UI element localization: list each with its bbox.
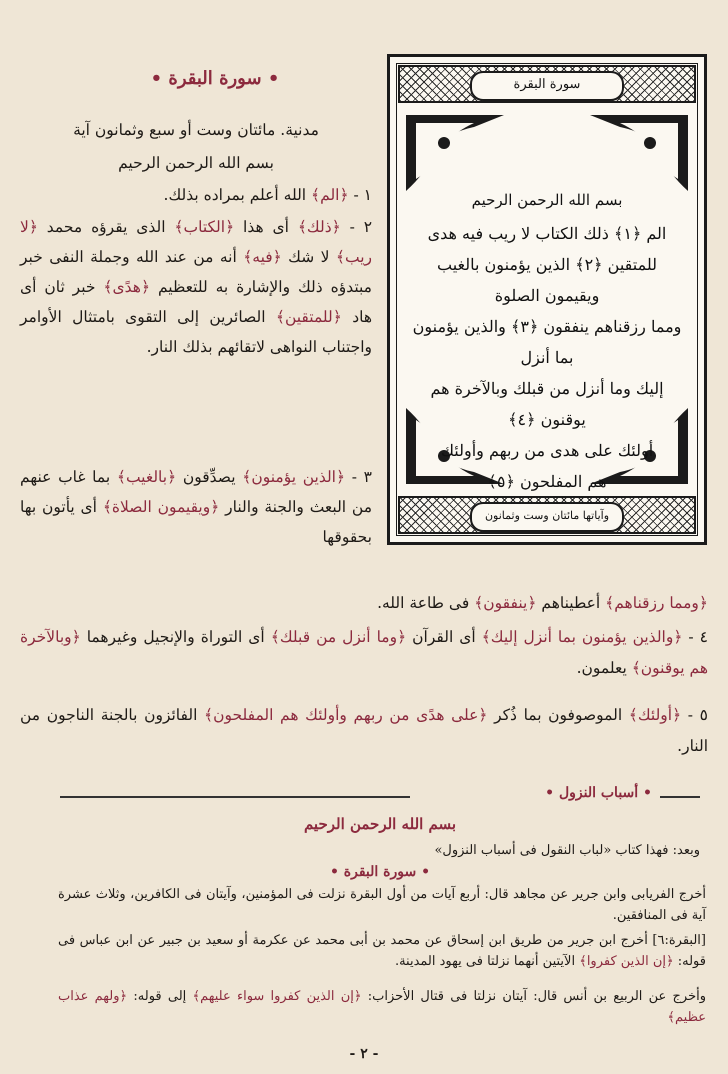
sura-title: • سورة البقرة • bbox=[150, 68, 280, 89]
divider bbox=[60, 796, 410, 798]
quran-quote: ﴿للمتقين﴾ bbox=[275, 308, 342, 326]
verse-5-explanation: ٥ - ﴿أولئك﴾ الموصوفون بما ذُكر ﴿على هدًى من ربهم وأولئك هم المفلحون﴾ الفائزون بالجنة الناجون من النار. bbox=[20, 706, 708, 755]
quran-quote: ﴿الم﴾ bbox=[311, 186, 349, 204]
corner-ornament-icon bbox=[586, 113, 690, 193]
asbab-paragraph: وأخرج عن الربيع بن أنس قال: آيتان نزلتا فى قتال الأحزاب: ﴿إن الذين كفروا سواء عليهم﴾ إلى قوله: ﴿ولهم عذاب عظيم﴾ bbox=[58, 989, 706, 1025]
quran-quote: ﴿ينفقون﴾ bbox=[474, 594, 537, 612]
frame-basmala: بسم الله الرحمن الرحيم bbox=[471, 191, 623, 209]
quran-quote: ﴿ولهم عذاب عظيم﴾ bbox=[58, 989, 706, 1025]
quran-quote: ﴿لا ريب﴾ bbox=[20, 218, 373, 266]
frame-footer-title: وآياتها مائتان وست وثمانون bbox=[470, 502, 624, 532]
verse-line: للمتقين ﴿٢﴾ الذين يؤمنون بالغيب ويقيمون الصلوة bbox=[437, 255, 657, 305]
quran-quote: ﴿ويقيمون الصلاة﴾ bbox=[102, 498, 220, 516]
frame-header-title: سورة البقرة bbox=[470, 71, 624, 101]
quran-quote: ﴿على هدًى من ربهم وأولئك هم المفلحون﴾ bbox=[204, 706, 488, 724]
corner-ornament-icon bbox=[404, 113, 508, 193]
quran-quote: ﴿وبالآخرة هم يوقنون﴾ bbox=[20, 628, 708, 677]
quran-quote: ﴿إن الذين كفروا﴾ bbox=[579, 954, 674, 969]
sura-intro: مدنية. مائتان وست أو سبع وثمانون آية bbox=[73, 121, 319, 139]
divider bbox=[660, 796, 700, 798]
quran-quote: ﴿إن الذين كفروا سواء عليهم﴾ bbox=[192, 989, 362, 1004]
quran-quote: ﴿الذين يؤمنون﴾ bbox=[242, 468, 346, 486]
tafsir-basmala: بسم الله الرحمن الرحيم bbox=[118, 154, 274, 172]
verse-line: ومما رزقناهم ينفقون ﴿٣﴾ والذين يؤمنون بما أنزل bbox=[412, 317, 682, 367]
quran-quote: ﴿وما أنزل من قبلك﴾ bbox=[270, 628, 407, 646]
asbab-paragraph: أخرج الفريابى وابن جرير عن مجاهد قال: أربع آيات من أول البقرة نزلت فى المؤمنين، وآيتان فى الكافرين، وثلاث عشرة آية فى المنافقين. bbox=[58, 887, 706, 923]
verse-4-explanation: ٤ - ﴿والذين يؤمنون بما أنزل إليك﴾ أى القرآن ﴿وما أنزل من قبلك﴾ أى التوراة والإنجيل وغيرهما ﴿وبالآخرة هم يوقنون﴾ يعلمون. bbox=[20, 628, 708, 677]
verse-2-explanation: ٢ - ﴿ذلك﴾ أى هذا ﴿الكتاب﴾ الذى يقرؤه محمد ﴿لا ريب﴾ لا شك ﴿فيه﴾ أنه من عند الله وجملة النفى خبر مبتدؤه ذلك والإشارة به للتعظيم ﴿هدًى﴾ خبر ثان أى هاد ﴿للمتقين﴾ الصائرين إلى التقوى بامتثال الأوامر واجتناب النواهى لاتقائهم بذلك النار. bbox=[20, 218, 373, 356]
verse-3-explanation-part: ٣ - ﴿الذين يؤمنون﴾ يصدِّقون ﴿بالغيب﴾ بما غاب عنهم من البعث والجنة والنار ﴿ويقيمون الصلاة﴾ أى يأتون بها بحقوقها bbox=[20, 468, 373, 546]
asbab-title: • أسباب النزول • bbox=[545, 785, 652, 801]
quran-quote: ﴿ومما رزقناهم﴾ bbox=[605, 594, 708, 612]
quran-quote: ﴿أولئك﴾ bbox=[628, 706, 682, 724]
quran-verses bbox=[408, 185, 686, 491]
asbab-section-header bbox=[60, 785, 700, 807]
asbab-basmala: بسم الله الرحمن الرحيم bbox=[303, 815, 457, 833]
quran-quote: ﴿الكتاب﴾ bbox=[174, 218, 235, 236]
frame-footer-band bbox=[398, 496, 696, 534]
quran-quote: ﴿هدًى﴾ bbox=[103, 278, 151, 296]
verse-line: إليك وما أنزل من قبلك وبالآخرة هم يوقنون ﴿٤﴾ bbox=[430, 379, 664, 429]
verse-line: هم المفلحون ﴿٥﴾ bbox=[487, 472, 607, 491]
verse-1-explanation: ١ - ﴿الم﴾ الله أعلم بمراده بذلك. bbox=[163, 186, 372, 204]
verse-line: أولئك على هدى من ربهم وأولئك bbox=[440, 441, 654, 460]
quran-quote: ﴿فيه﴾ bbox=[243, 248, 282, 266]
asbab-intro: وبعد: فهذا كتاب «لباب النقول فى أسباب النزول» bbox=[434, 843, 700, 858]
quran-quote: ﴿بالغيب﴾ bbox=[116, 468, 177, 486]
frame-header-band bbox=[398, 65, 696, 103]
asbab-sura-title: • سورة البقرة • bbox=[329, 864, 431, 880]
verse-3-continuation: ﴿ومما رزقناهم﴾ أعطيناهم ﴿ينفقون﴾ فى طاعة الله. bbox=[377, 594, 708, 612]
asbab-paragraph: [البقرة:٦] أخرج ابن جرير من طريق ابن إسحاق عن محمد بن أبى محمد عن عكرمة أو سعيد بن جبير عن ابن عباس فى قوله: ﴿إن الذين كفروا﴾ الآيتين أنهما نزلتا فى يهود المدينة. bbox=[58, 933, 706, 969]
quran-frame bbox=[387, 54, 707, 545]
verse-line: الم ﴿١﴾ ذلك الكتاب لا ريب فيه هدى bbox=[427, 224, 667, 243]
page-number: - ٢ - bbox=[349, 1046, 379, 1062]
quran-quote: ﴿ذلك﴾ bbox=[297, 218, 341, 236]
quran-quote: ﴿والذين يؤمنون بما أنزل إليك﴾ bbox=[481, 628, 683, 646]
